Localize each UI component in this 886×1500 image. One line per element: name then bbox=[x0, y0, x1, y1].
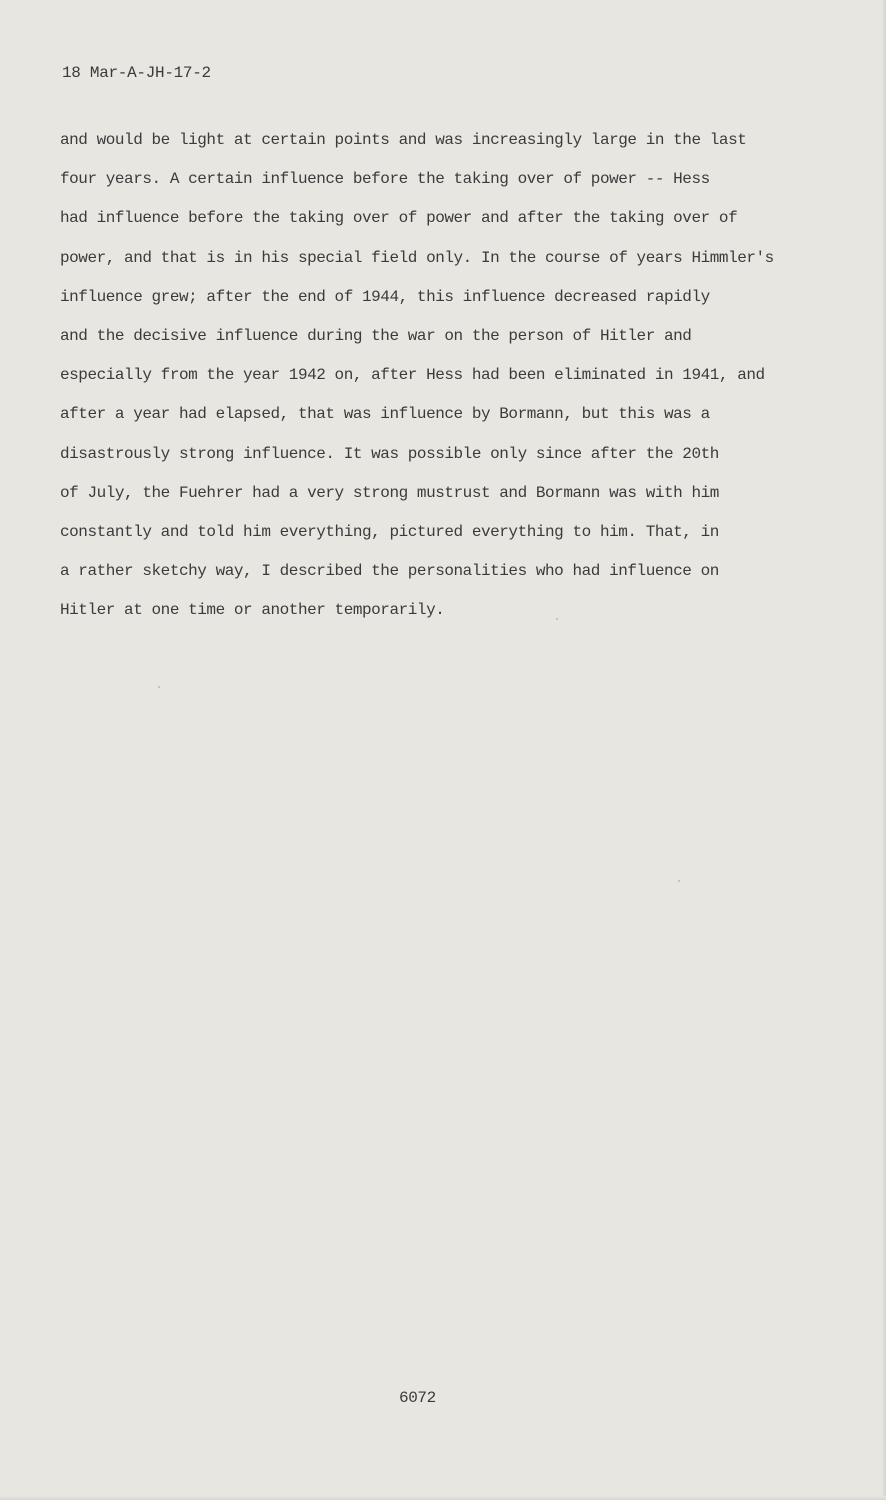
paper-edge-bottom bbox=[0, 1496, 886, 1500]
paper-speck bbox=[158, 686, 160, 688]
paper-speck bbox=[556, 618, 558, 620]
text-line: four years. A certain influence before the taking over of power -- Hess bbox=[60, 170, 710, 189]
page-number: 6072 bbox=[399, 1389, 436, 1407]
text-line: disastrously strong influence. It was possible only since after the 20th bbox=[60, 444, 719, 463]
text-line: of July, the Fuehrer had a very strong mustrust and Bormann was with him bbox=[60, 483, 719, 502]
text-line: and the decisive influence during the war on the person of Hitler and bbox=[60, 326, 692, 345]
document-header: 18 Mar-A-JH-17-2 bbox=[62, 64, 211, 82]
text-line: especially from the year 1942 on, after Hess had been eliminated in 1941, and bbox=[60, 366, 765, 385]
body-text bbox=[60, 126, 774, 635]
text-line: and would be light at certain points and was increasingly large in the last bbox=[60, 131, 747, 149]
text-line: power, and that is in his special field only. In the course of years Himmler's bbox=[60, 248, 774, 267]
paper-speck bbox=[678, 880, 680, 882]
text-line: influence grew; after the end of 1944, this influence decreased rapidly bbox=[60, 287, 710, 306]
text-line: after a year had elapsed, that was influence by Bormann, but this was a bbox=[60, 405, 710, 424]
text-line: a rather sketchy way, I described the personalities who had influence on bbox=[60, 562, 719, 581]
text-line: constantly and told him everything, pictured everything to him. That, in bbox=[60, 522, 719, 541]
text-line: had influence before the taking over of power and after the taking over of bbox=[60, 209, 738, 228]
paper-edge-right bbox=[882, 0, 886, 1500]
text-line: Hitler at one time or another temporarily. bbox=[60, 601, 445, 620]
